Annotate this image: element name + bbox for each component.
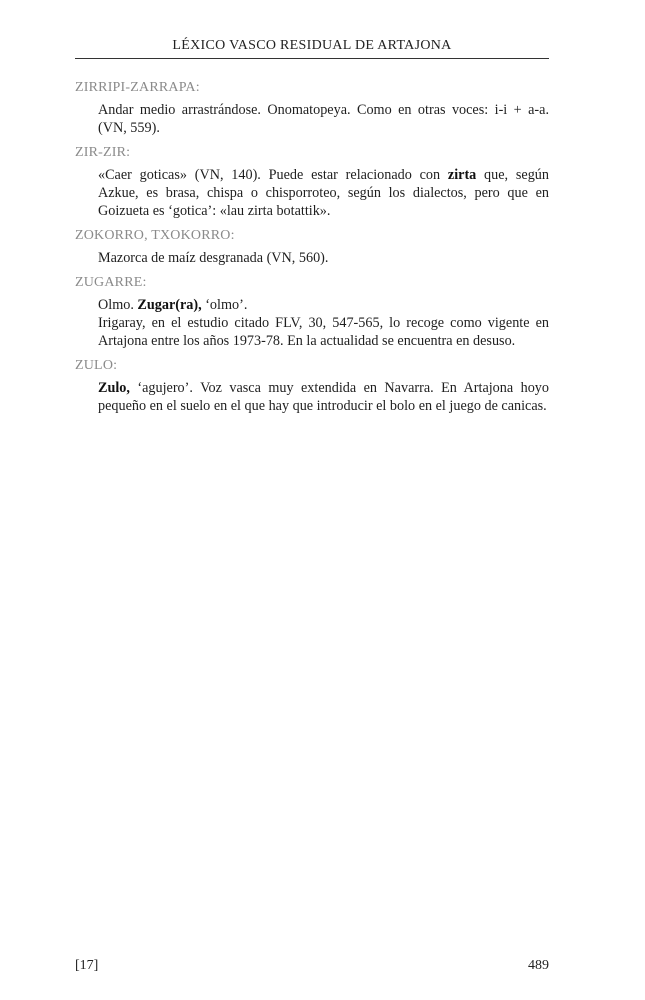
- header-rule: [75, 58, 549, 59]
- page-number: 489: [528, 958, 549, 973]
- entry-term: ZOKORRO, TXOKORRO:: [75, 228, 235, 243]
- entry-zulo: [75, 356, 549, 415]
- headword-bold: zirta: [447, 167, 477, 183]
- definition-text: Mazorca de maíz desgranada (VN, 560).: [98, 250, 329, 266]
- definition-text: Andar medio arrastrándose. Onomatopeya. Como en otras voces: i-i + a-a. (VN, 559).: [98, 102, 549, 136]
- headword-bold: Zulo,: [98, 380, 130, 396]
- headword-bold: Zugar(ra),: [137, 297, 202, 313]
- entry-definition: [75, 166, 549, 220]
- entry-term: ZIR-ZIR:: [75, 145, 131, 160]
- entry-definition: [75, 379, 549, 415]
- definition-text: Irigaray, en el estudio citado FLV, 30, 547-565, lo recoge como vigente en Artajona entre los años 1973-78. En la actualidad se encuentra en desuso.: [98, 315, 549, 349]
- entry-term: ZULO:: [75, 358, 118, 373]
- dictionary-body: [75, 78, 549, 421]
- entry-zirripi-zarrapa: [75, 78, 549, 137]
- definition-text-part: ‘olmo’.: [201, 297, 248, 313]
- entry-definition: [75, 296, 549, 350]
- definition-text-part: ‘agujero’. Voz vasca muy extendida en Navarra. En Artajona hoyo pequeño en el suelo en el que hay que introducir el bolo en el juego de canicas.: [98, 380, 549, 414]
- entry-term: ZIRRIPI-ZARRAPA:: [75, 80, 200, 95]
- entry-zokorro: [75, 226, 549, 267]
- entry-definition: [75, 249, 549, 267]
- definition-text: [98, 296, 549, 314]
- entry-definition: [75, 101, 549, 137]
- section-number: [17]: [75, 958, 99, 973]
- definition-text: [98, 379, 549, 415]
- definition-text-part: que, según Azkue, es brasa, chispa o chisporroteo, según los dialectos, pero que en Goizueta es ‘gotica’: «lau zirta botattik».: [98, 167, 549, 219]
- entry-zir-zir: [75, 143, 549, 220]
- definition-text: [98, 166, 549, 220]
- running-header: LÉXICO VASCO RESIDUAL DE ARTAJONA: [172, 38, 452, 53]
- definition-text-part: Olmo.: [98, 297, 138, 313]
- definition-text-part: «Caer goticas» (VN, 140). Puede estar relacionado con: [98, 167, 448, 183]
- entry-zugarre: [75, 273, 549, 350]
- entry-term: ZUGARRE:: [75, 275, 147, 290]
